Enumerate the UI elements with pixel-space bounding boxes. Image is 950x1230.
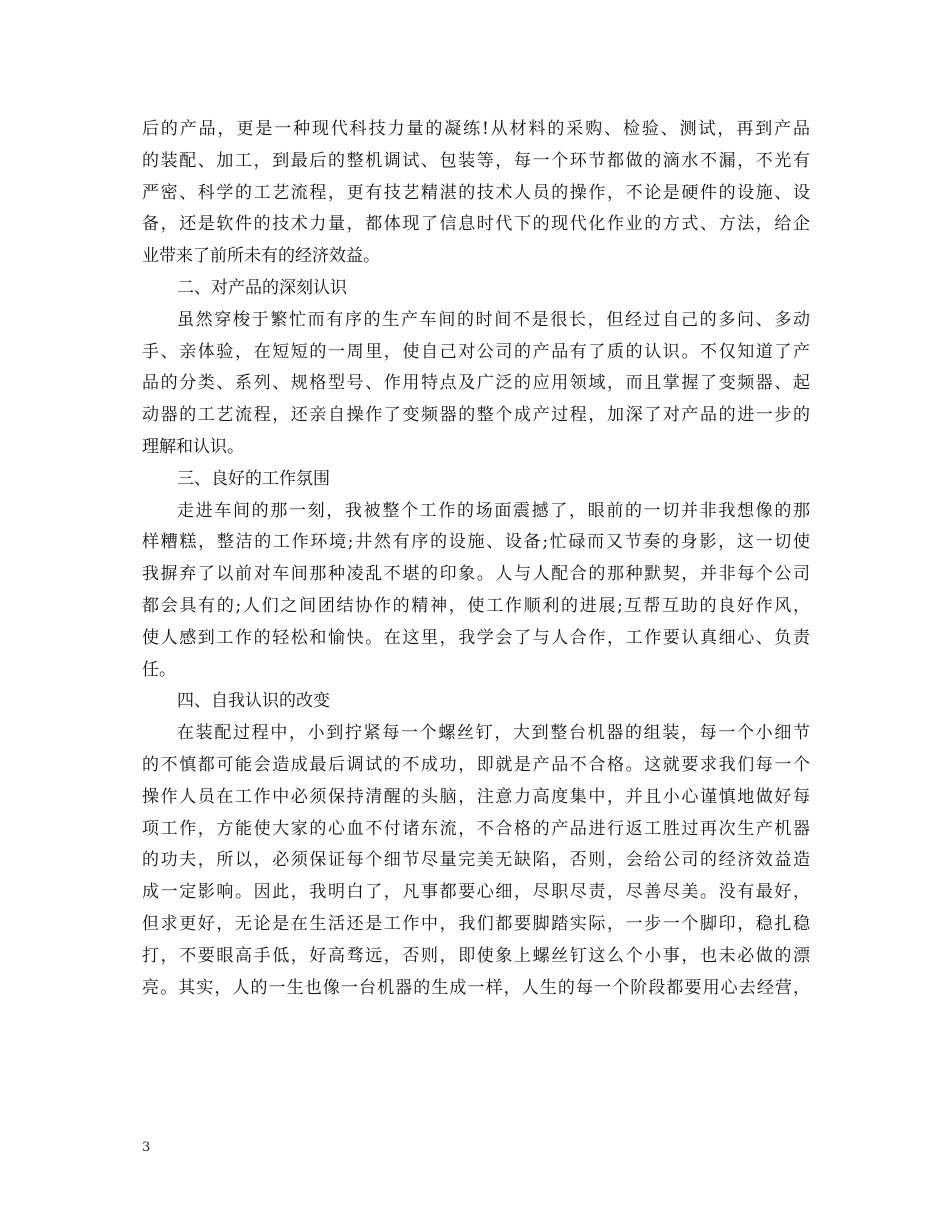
text-line: 任。 (142, 659, 176, 680)
paragraph-work-atmosphere (142, 496, 810, 687)
text-line: 我摒弃了以前对车间那种凌乱不堪的印象。人与人配合的那种默契，并非每个公司 (142, 564, 810, 585)
text-line: 理解和认识。 (142, 436, 244, 457)
text-line: 成一定影响。因此，我明白了，凡事都要心细，尽职尽责，尽善尽美。没有最好， (142, 882, 810, 903)
text-line: 虽然穿梭于繁忙而有序的生产车间的时间不是很长，但经过自己的多问、多动 (177, 309, 810, 330)
text-line: 品的分类、系列、规格型号、作用特点及广泛的应用领域，而且掌握了变频器、起 (142, 373, 810, 394)
paragraph-intro (142, 114, 810, 273)
paragraph-product-understanding (142, 305, 810, 464)
document-body (142, 114, 810, 1004)
text-line: 的不慎都可能会造成最后调试的不成功，即就是产品不合格。这就要求我们每一个 (142, 754, 810, 775)
section-heading-work-atmosphere: 三、良好的工作氛围 (177, 468, 330, 489)
text-line: 备，还是软件的技术力量，都体现了信息时代下的现代化作业的方式、方法，给企 (142, 214, 810, 235)
page-number: 3 (142, 1140, 151, 1155)
text-line: 但求更好，无论是在生活还是工作中，我们都要脚踏实际，一步一个脚印，稳扎稳 (142, 913, 810, 934)
text-line: 的装配、加工，到最后的整机调试、包装等，每一个环节都做的滴水不漏，不光有 (142, 150, 810, 171)
section-heading-product-understanding: 二、对产品的深刻认识 (177, 277, 347, 298)
text-line: 走进车间的那一刻，我被整个工作的场面震撼了，眼前的一切并非我想像的那 (177, 500, 810, 521)
text-line: 使人感到工作的轻松和愉快。在这里，我学会了与人合作，工作要认真细心、负责 (142, 627, 810, 648)
paragraph-self-awareness (142, 718, 810, 1004)
text-line: 后的产品，更是一种现代科技力量的凝练!从材料的采购、检验、测试，再到产品 (142, 119, 810, 139)
text-line: 的功夫，所以，必须保证每个细节尽量完美无缺陷，否则，会给公司的经济效益造 (142, 850, 810, 871)
text-line: 项工作，方能使大家的心血不付诸东流，不合格的产品进行返工胜过再次生产机器 (142, 818, 810, 839)
text-line: 动器的工艺流程，还亲自操作了变频器的整个成产过程，加深了对产品的进一步的 (142, 405, 810, 426)
text-line: 亮。其实，人的一生也像一台机器的生成一样，人生的每一个阶段都要用心去经营， (142, 977, 810, 998)
text-line: 在装配过程中，小到拧紧每一个螺丝钉，大到整台机器的组装，每一个小细节 (177, 723, 810, 744)
text-line: 业带来了前所未有的经济效益。 (142, 246, 380, 267)
text-line: 严密、科学的工艺流程，更有技艺精湛的技术人员的操作，不论是硬件的设施、设 (142, 182, 810, 203)
text-line: 样糟糕，整洁的工作环境;井然有序的设施、设备;忙碌而又节奏的身影，这一切使 (142, 532, 810, 553)
text-line: 打，不要眼高手低，好高骛远，否则，即使象上螺丝钉这么个小事，也未必做的漂 (142, 945, 810, 966)
text-line: 手、亲体验，在短短的一周里，使自己对公司的产品有了质的认识。不仅知道了产 (142, 341, 810, 362)
text-line: 都会具有的;人们之间团结协作的精神，使工作顺利的进展;互帮互助的良好作风， (142, 595, 810, 616)
section-heading-self-awareness: 四、自我认识的改变 (177, 691, 330, 712)
text-line: 操作人员在工作中必须保持清醒的头脑，注意力高度集中，并且小心谨慎地做好每 (142, 786, 810, 807)
